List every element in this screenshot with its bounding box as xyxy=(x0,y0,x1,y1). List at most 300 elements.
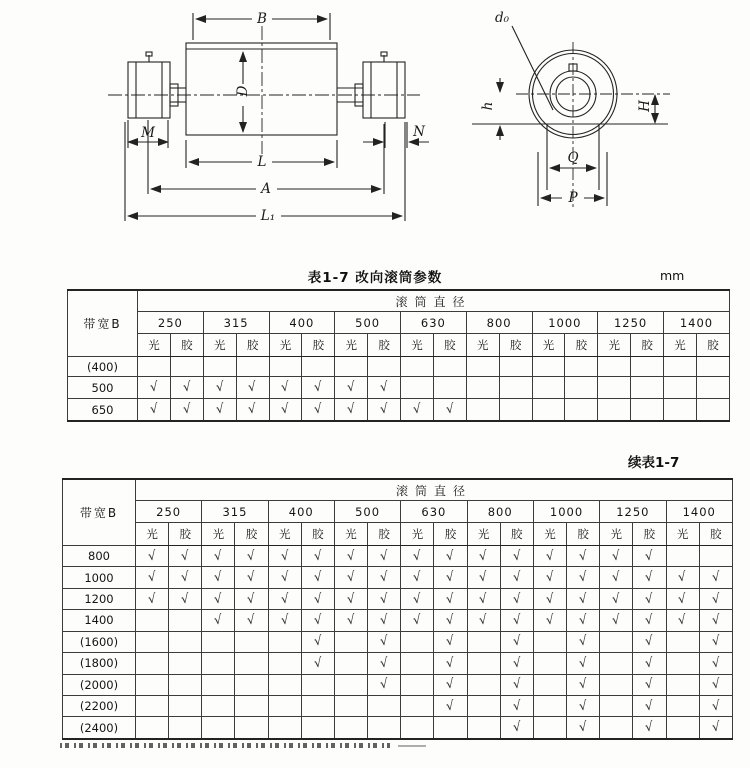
diameter-value: 630 xyxy=(401,501,467,523)
check-cell xyxy=(533,546,566,567)
check-cell xyxy=(169,610,202,631)
check-cell xyxy=(500,653,533,674)
table-row xyxy=(63,610,733,631)
check-mark: √ xyxy=(644,569,655,586)
surface-type-label: 光 xyxy=(664,334,697,357)
check-cell xyxy=(633,610,666,631)
check-cell xyxy=(567,588,600,609)
dim-A-label: A xyxy=(261,181,271,197)
table-row xyxy=(63,546,733,567)
check-cell xyxy=(532,377,565,399)
surface-type-label: 胶 xyxy=(499,334,532,357)
check-mark: √ xyxy=(478,591,489,608)
check-mark: √ xyxy=(511,719,522,736)
check-mark: √ xyxy=(644,548,655,565)
check-mark: √ xyxy=(279,569,290,586)
check-cell xyxy=(203,399,236,421)
check-cell xyxy=(169,588,202,609)
check-cell xyxy=(696,357,729,377)
corner-label: 带宽B xyxy=(63,479,136,546)
check-cell xyxy=(600,631,633,652)
check-cell xyxy=(236,399,269,421)
check-mark: √ xyxy=(710,719,721,736)
check-mark: √ xyxy=(511,633,522,650)
surface-type-label: 胶 xyxy=(567,523,600,546)
bend-pulley-parameter-table xyxy=(67,289,730,422)
check-cell xyxy=(169,717,202,739)
check-mark: √ xyxy=(577,591,589,608)
check-cell xyxy=(467,717,500,739)
check-mark: √ xyxy=(445,548,456,565)
check-mark: √ xyxy=(511,676,522,693)
check-mark: √ xyxy=(213,591,224,608)
check-cell xyxy=(136,567,169,588)
check-mark: √ xyxy=(146,569,158,586)
check-mark: √ xyxy=(246,612,257,629)
check-cell xyxy=(598,399,631,421)
check-mark: √ xyxy=(412,548,423,565)
check-cell xyxy=(301,588,334,609)
check-cell xyxy=(533,631,566,652)
check-cell xyxy=(269,377,302,399)
surface-type-label: 胶 xyxy=(235,523,268,546)
end-view-drawing xyxy=(472,26,670,208)
check-mark: √ xyxy=(710,655,721,672)
check-cell xyxy=(268,588,301,609)
diameter-value: 1000 xyxy=(533,501,599,523)
check-mark: √ xyxy=(345,548,357,565)
check-cell xyxy=(600,695,633,716)
check-cell xyxy=(335,357,368,377)
check-mark: √ xyxy=(279,591,290,608)
table-row xyxy=(63,717,733,739)
check-cell xyxy=(467,567,500,588)
check-cell xyxy=(301,653,334,674)
check-cell xyxy=(434,674,467,695)
check-cell xyxy=(633,631,666,652)
check-cell xyxy=(301,695,334,716)
check-cell xyxy=(368,674,401,695)
check-cell xyxy=(433,357,466,377)
check-mark: √ xyxy=(577,698,589,715)
check-mark: √ xyxy=(379,548,390,565)
check-cell xyxy=(699,631,732,652)
check-mark: √ xyxy=(611,591,622,608)
check-mark: √ xyxy=(677,612,688,629)
check-mark: √ xyxy=(213,612,224,629)
check-cell xyxy=(467,610,500,631)
surface-type-label: 光 xyxy=(533,523,566,546)
check-cell xyxy=(202,567,235,588)
check-mark: √ xyxy=(511,655,522,672)
check-cell xyxy=(136,695,169,716)
check-mark: √ xyxy=(312,569,324,586)
check-cell xyxy=(268,546,301,567)
check-cell xyxy=(600,546,633,567)
check-mark: √ xyxy=(379,591,390,608)
check-cell xyxy=(500,567,533,588)
table-row xyxy=(63,588,733,609)
diameter-value: 400 xyxy=(269,312,335,334)
check-cell xyxy=(202,653,235,674)
row-label: (2200) xyxy=(63,695,136,716)
check-mark: √ xyxy=(478,548,489,565)
surface-type-label: 光 xyxy=(335,334,368,357)
table-row xyxy=(63,674,733,695)
check-mark: √ xyxy=(379,612,390,629)
check-cell xyxy=(235,653,268,674)
diameter-value: 800 xyxy=(467,501,533,523)
check-cell xyxy=(533,567,566,588)
check-cell xyxy=(600,588,633,609)
check-cell xyxy=(202,717,235,739)
check-cell xyxy=(268,717,301,739)
check-cell xyxy=(203,377,236,399)
check-cell xyxy=(401,674,434,695)
table-row xyxy=(63,695,733,716)
check-mark: √ xyxy=(445,569,456,586)
check-cell xyxy=(169,674,202,695)
check-cell xyxy=(334,546,367,567)
check-cell xyxy=(138,399,171,421)
check-cell xyxy=(533,717,566,739)
table-row xyxy=(63,631,733,652)
row-label: 800 xyxy=(63,546,136,567)
check-cell xyxy=(532,399,565,421)
check-cell xyxy=(235,717,268,739)
check-cell xyxy=(567,717,600,739)
check-cell xyxy=(598,357,631,377)
check-cell xyxy=(533,674,566,695)
check-cell xyxy=(567,546,600,567)
check-cell xyxy=(666,695,699,716)
check-mark: √ xyxy=(312,591,324,608)
check-cell xyxy=(401,377,434,399)
check-mark: √ xyxy=(444,401,455,418)
check-cell xyxy=(269,399,302,421)
check-mark: √ xyxy=(280,379,291,396)
surface-type-label: 光 xyxy=(401,523,434,546)
check-cell xyxy=(401,717,434,739)
check-cell xyxy=(136,717,169,739)
check-cell xyxy=(368,588,401,609)
check-mark: √ xyxy=(313,401,324,418)
check-mark: √ xyxy=(644,591,655,608)
diameter-value: 500 xyxy=(335,312,401,334)
check-cell xyxy=(600,674,633,695)
check-mark: √ xyxy=(644,719,655,736)
check-cell xyxy=(401,588,434,609)
check-mark: √ xyxy=(445,612,456,629)
check-cell xyxy=(401,631,434,652)
check-cell xyxy=(202,588,235,609)
check-cell xyxy=(368,567,401,588)
surface-type-label: 光 xyxy=(666,523,699,546)
check-cell xyxy=(567,695,600,716)
check-cell xyxy=(664,357,697,377)
check-mark: √ xyxy=(677,569,688,586)
check-cell xyxy=(169,653,202,674)
check-cell xyxy=(169,695,202,716)
check-mark: √ xyxy=(577,655,589,672)
check-cell xyxy=(699,588,732,609)
surface-type-label: 胶 xyxy=(633,523,666,546)
check-cell xyxy=(467,631,500,652)
check-mark: √ xyxy=(644,676,655,693)
check-cell xyxy=(401,695,434,716)
check-cell xyxy=(600,653,633,674)
check-mark: √ xyxy=(312,612,324,629)
check-mark: √ xyxy=(379,676,390,693)
diameter-value: 1250 xyxy=(598,312,664,334)
check-cell xyxy=(699,674,732,695)
surface-type-label: 胶 xyxy=(696,334,729,357)
check-cell xyxy=(136,610,169,631)
check-mark: √ xyxy=(246,569,257,586)
check-cell xyxy=(500,546,533,567)
check-mark: √ xyxy=(544,548,556,565)
check-cell xyxy=(368,357,401,377)
table1-container xyxy=(67,289,730,422)
check-mark: √ xyxy=(181,379,192,396)
check-mark: √ xyxy=(214,379,225,396)
check-cell xyxy=(631,357,664,377)
check-mark: √ xyxy=(214,401,225,418)
check-mark: √ xyxy=(644,612,655,629)
check-mark: √ xyxy=(247,401,258,418)
check-mark: √ xyxy=(148,379,160,396)
check-cell xyxy=(666,567,699,588)
table-row xyxy=(68,399,730,421)
check-cell xyxy=(600,567,633,588)
check-cell xyxy=(567,610,600,631)
check-mark: √ xyxy=(611,548,622,565)
diameter-value: 315 xyxy=(203,312,269,334)
check-cell xyxy=(202,695,235,716)
check-cell xyxy=(666,653,699,674)
check-mark: √ xyxy=(346,379,357,396)
dim-P-label: P xyxy=(568,190,578,206)
check-cell xyxy=(169,567,202,588)
check-cell xyxy=(533,695,566,716)
check-cell xyxy=(236,357,269,377)
check-cell xyxy=(368,717,401,739)
check-cell xyxy=(598,377,631,399)
check-mark: √ xyxy=(511,698,522,715)
check-cell xyxy=(467,546,500,567)
check-mark: √ xyxy=(644,698,655,715)
check-cell xyxy=(664,377,697,399)
check-cell xyxy=(235,567,268,588)
check-mark: √ xyxy=(677,591,688,608)
diameter-value: 1250 xyxy=(600,501,666,523)
diameter-value: 400 xyxy=(268,501,334,523)
check-mark: √ xyxy=(445,633,456,650)
check-cell xyxy=(268,695,301,716)
check-cell xyxy=(401,546,434,567)
check-cell xyxy=(499,399,532,421)
check-cell xyxy=(302,399,335,421)
check-cell xyxy=(302,377,335,399)
check-cell xyxy=(567,674,600,695)
check-cell xyxy=(600,610,633,631)
table1-title: 表1-7 改向滚筒参数 xyxy=(307,270,443,286)
check-cell xyxy=(301,610,334,631)
check-cell xyxy=(301,567,334,588)
table2-title: 续表1-7 xyxy=(628,455,680,471)
check-mark: √ xyxy=(511,548,522,565)
check-cell xyxy=(301,717,334,739)
check-cell xyxy=(567,567,600,588)
check-mark: √ xyxy=(412,612,423,629)
check-cell xyxy=(236,377,269,399)
row-label: (400) xyxy=(68,357,138,377)
check-mark: √ xyxy=(246,548,257,565)
check-cell xyxy=(368,695,401,716)
check-mark: √ xyxy=(445,591,456,608)
table2-container xyxy=(62,478,733,740)
check-cell xyxy=(169,546,202,567)
check-mark: √ xyxy=(213,548,224,565)
check-cell xyxy=(401,653,434,674)
check-mark: √ xyxy=(379,569,390,586)
row-label: 650 xyxy=(68,399,138,421)
check-cell xyxy=(434,588,467,609)
diameter-value: 315 xyxy=(202,501,268,523)
check-cell xyxy=(631,399,664,421)
check-cell xyxy=(633,588,666,609)
check-cell xyxy=(500,588,533,609)
check-mark: √ xyxy=(312,655,324,672)
check-cell xyxy=(170,399,203,421)
check-cell xyxy=(631,377,664,399)
check-mark: √ xyxy=(445,655,456,672)
check-cell xyxy=(401,357,434,377)
check-mark: √ xyxy=(445,676,456,693)
check-mark: √ xyxy=(345,569,357,586)
check-cell xyxy=(136,674,169,695)
surface-type-label: 光 xyxy=(138,334,171,357)
check-mark: √ xyxy=(577,569,589,586)
check-mark: √ xyxy=(378,379,390,396)
check-mark: √ xyxy=(511,569,522,586)
surface-type-label: 胶 xyxy=(500,523,533,546)
check-cell xyxy=(202,546,235,567)
check-mark: √ xyxy=(511,591,522,608)
check-mark: √ xyxy=(577,633,589,650)
check-mark: √ xyxy=(246,591,257,608)
check-mark: √ xyxy=(611,612,622,629)
diameter-value: 1400 xyxy=(664,312,730,334)
clipped-note-text xyxy=(60,743,390,748)
check-cell xyxy=(138,377,171,399)
table-row xyxy=(68,357,730,377)
check-cell xyxy=(666,588,699,609)
check-cell xyxy=(334,588,367,609)
check-cell xyxy=(664,399,697,421)
check-mark: √ xyxy=(710,676,721,693)
check-cell xyxy=(434,546,467,567)
check-mark: √ xyxy=(544,612,556,629)
row-label: (1600) xyxy=(63,631,136,652)
check-cell xyxy=(633,695,666,716)
check-mark: √ xyxy=(544,569,556,586)
diameter-value: 250 xyxy=(138,312,204,334)
check-mark: √ xyxy=(181,401,192,418)
surface-type-label: 胶 xyxy=(169,523,202,546)
check-cell xyxy=(434,653,467,674)
check-cell xyxy=(565,377,598,399)
dim-M-label: M xyxy=(141,125,155,141)
check-cell xyxy=(500,695,533,716)
check-cell xyxy=(170,357,203,377)
surface-type-label: 光 xyxy=(334,523,367,546)
check-cell xyxy=(138,357,171,377)
check-mark: √ xyxy=(247,379,258,396)
check-cell xyxy=(699,567,732,588)
clipped-note-dash xyxy=(398,745,426,747)
check-mark: √ xyxy=(345,591,357,608)
check-mark: √ xyxy=(577,548,589,565)
check-cell xyxy=(565,357,598,377)
check-cell xyxy=(533,653,566,674)
check-cell xyxy=(666,546,699,567)
check-cell xyxy=(699,695,732,716)
check-cell xyxy=(533,588,566,609)
check-cell xyxy=(433,399,466,421)
surface-type-label: 光 xyxy=(466,334,499,357)
surface-type-label: 胶 xyxy=(302,334,335,357)
dim-B-label: B xyxy=(257,11,267,27)
surface-type-label: 光 xyxy=(467,523,500,546)
end-view-labels xyxy=(480,10,653,206)
check-cell xyxy=(433,377,466,399)
check-mark: √ xyxy=(312,633,324,650)
check-mark: √ xyxy=(644,655,655,672)
check-cell xyxy=(334,717,367,739)
check-cell xyxy=(301,631,334,652)
row-label: 500 xyxy=(68,377,138,399)
diameter-value: 800 xyxy=(466,312,532,334)
check-cell xyxy=(434,717,467,739)
check-cell xyxy=(235,674,268,695)
check-cell xyxy=(169,631,202,652)
check-cell xyxy=(500,674,533,695)
check-mark: √ xyxy=(445,698,456,715)
check-cell xyxy=(334,567,367,588)
row-label: (1800) xyxy=(63,653,136,674)
diameter-group-header: 滚筒直径 xyxy=(138,290,730,312)
check-mark: √ xyxy=(378,401,390,418)
check-mark: √ xyxy=(511,612,522,629)
check-cell xyxy=(434,610,467,631)
check-cell xyxy=(368,377,401,399)
check-cell xyxy=(500,717,533,739)
check-mark: √ xyxy=(411,401,423,418)
check-cell xyxy=(301,674,334,695)
dim-H-label: H xyxy=(637,100,653,112)
check-cell xyxy=(268,610,301,631)
check-mark: √ xyxy=(180,548,191,565)
check-cell xyxy=(696,377,729,399)
check-mark: √ xyxy=(710,591,721,608)
check-mark: √ xyxy=(148,401,160,418)
check-mark: √ xyxy=(312,548,324,565)
table-row xyxy=(63,567,733,588)
check-cell xyxy=(203,357,236,377)
check-cell xyxy=(699,653,732,674)
row-label: 1200 xyxy=(63,588,136,609)
